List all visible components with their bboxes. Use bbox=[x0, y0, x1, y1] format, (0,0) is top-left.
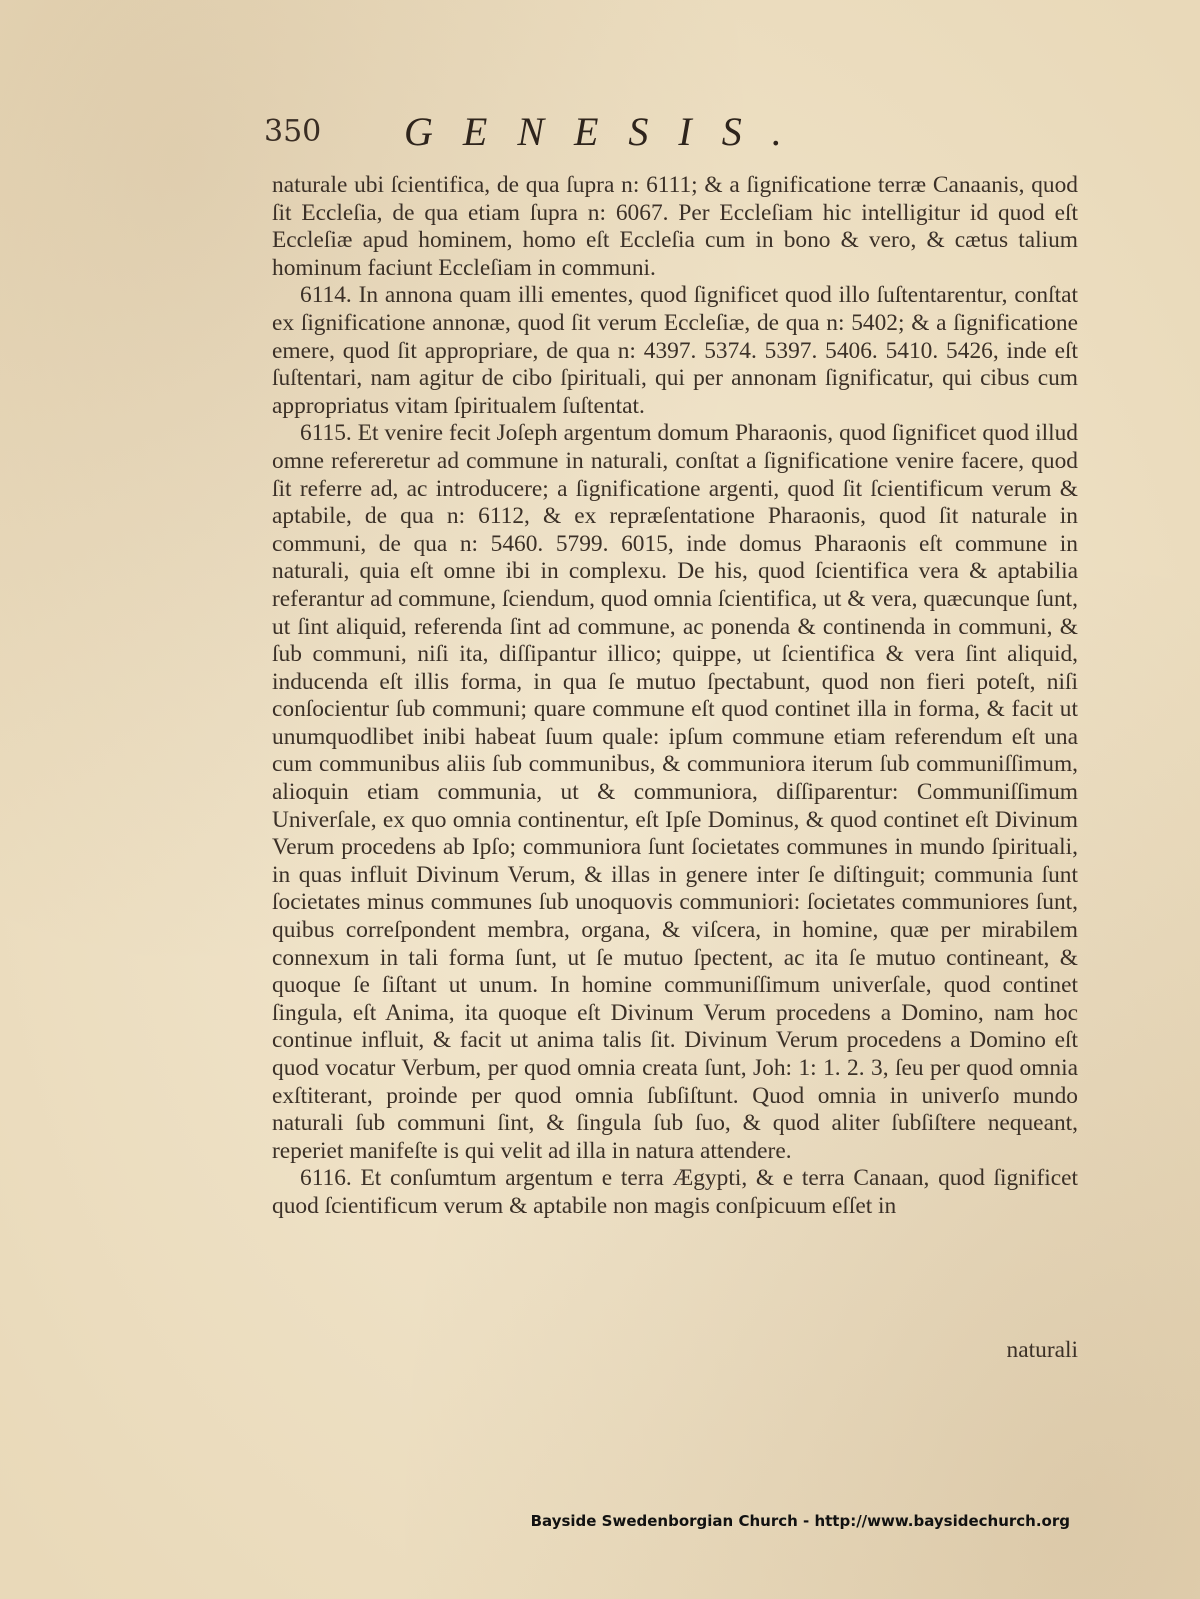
paragraph-6116: 6116. Et conſumtum argentum e terra Ægypti, & e terra Canaan, quod ſignificet quod ſcientificum verum & aptabile non magis conſpicuum eſſet in bbox=[272, 1165, 1078, 1219]
paragraph-6114: 6114. In annona quam illi ementes, quod ſignificet quod illo ſuſtentarentur, conſtat ex ſignificatione annonæ, quod ſit verum Eccleſiæ, de qua n: 5402; & a ſignificatione emere, quod ſit appropriare, de qua n: 4397. 5374. 5397. 5406. 5410. 5426, inde eſt ſuſtentari, nam agitur de cibo ſpirituali, qui per annonam ſignificatur, qui cibus cum appropriatus vitam ſpiritualem ſuſtentat. bbox=[272, 282, 1078, 419]
footer-credit: Bayside Swedenborgian Church - http://www.baysidechurch.org bbox=[530, 1512, 1070, 1530]
page-number: 350 bbox=[264, 114, 322, 149]
body-text bbox=[272, 172, 1078, 1221]
paragraph-continuation: naturale ubi ſcientifica, de qua ſupra n: 6111; & a ſignificatione terræ Canaanis, quod ſit Eccleſia, de qua etiam ſupra n: 6067. Per Eccleſiam hic intelligitur id quod eſt Eccleſiæ apud hominem, homo eſt Eccleſia cum in bono & vero, & cætus talium hominum faciunt Eccleſiam in communi. bbox=[272, 172, 1078, 281]
page-header bbox=[264, 108, 924, 160]
running-title: GENESIS. bbox=[404, 109, 812, 154]
paragraph-6115: 6115. Et venire fecit Joſeph argentum domum Pharaonis, quod ſignificet quod illud omne refereretur ad commune in naturali, conſtat a ſignificatione venire facere, quod ſit referre ad, ac introducere; a ſignificatione argenti, quod ſit ſcientificum verum & aptabile, de qua n: 6112, & ex repræſentatione Pharaonis, quod ſit naturale in communi, de qua n: 5460. 5799. 6015, inde domus Pharaonis eſt commune in naturali, quia eſt omne ibi in complexu. De his, quod ſcientifica vera & aptabilia referantur ad commune, ſciendum, quod omnia ſcientifica, ut & vera, quæcunque ſunt, ut ſint aliquid, referenda ſint ad commune, ac ponenda & continenda in communi, & ſub communi, niſi ita, diſſipantur illico; quippe, ut ſcientifica & vera ſint aliquid, inducenda eſt illis forma, in qua ſe mutuo ſpectabunt, quod non fieri poteſt, niſi conſocientur ſub communi; quare commune eſt quod continet illa in forma, & facit ut unumquodlibet inibi habeat ſuum quale: ipſum commune etiam referendum eſt una cum communibus aliis ſub communibus, & communiora iterum ſub communiſſimum, alioquin etiam communia, ut & communiora, diſſiparentur: Communiſſimum Univerſale, ex quo omnia continentur, eſt Ipſe Dominus, & quod continet eſt Divinum Verum procedens ab Ipſo; communiora ſunt ſocietates communes in mundo ſpirituali, in quas influit Divinum Verum, & illas in genere inter ſe diſtinguit; communia ſunt ſocietates minus communes ſub unoquovis communiori: ſocietates communiores ſunt, quibus correſpondent membra, organa, & viſcera, in homine, quæ per mirabilem connexum in tali forma ſunt, ut ſe mutuo ſpectent, ac ita ſe mutuo contineant, & quoque ſe ſiſtant ut unum. In homine communiſſimum univerſale, quod continet ſingula, eſt Anima, ita quoque eſt Divinum Verum procedens a Domino, nam hoc continue influit, & facit ut anima talis ſit. Divinum Verum procedens a Domino eſt quod vocatur Verbum, per quod omnia creata ſunt, Joh: 1: 1. 2. 3, ſeu per quod omnia exſtiterant, proinde per quod omnia ſubſiſtunt. Quod omnia in univerſo mundo naturali ſub communi ſint, & ſingula ſub ſuo, & quod aliter ſubſiſtere nequeant, reperiet manifeſte is qui velit ad illa in natura attendere. bbox=[272, 420, 1078, 1164]
catchword: naturali bbox=[1006, 1337, 1078, 1363]
